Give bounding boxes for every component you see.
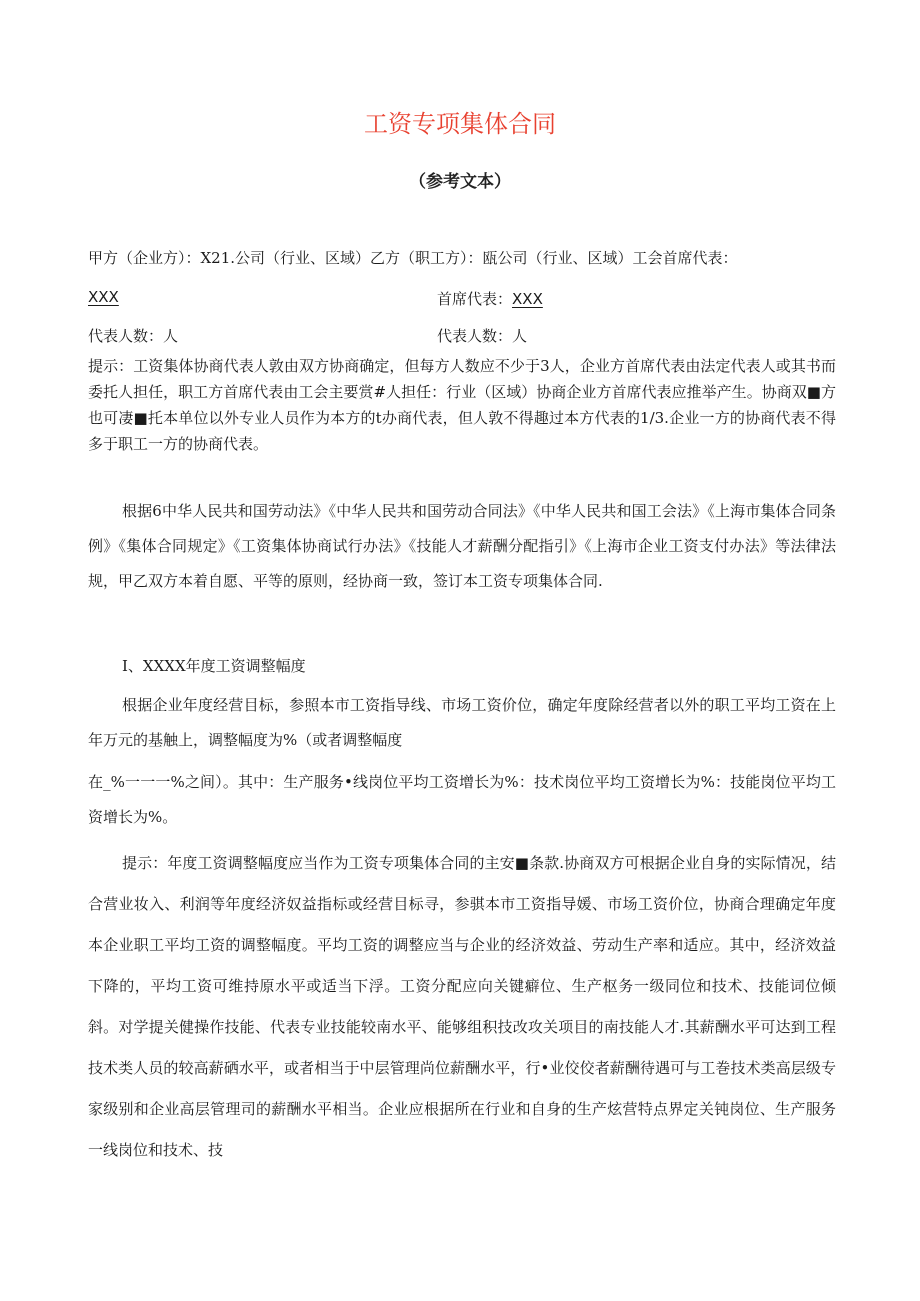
section1-paragraph-a: 根据企业年度经营目标，参照本市工资指导线、市场工资价位，确定年度除经营者以外的职工平均工资在上年万元的基触上，调整幅度为%（或者调整幅度: [88, 696, 836, 749]
employee-rep-count: 代表人数：人: [437, 327, 528, 345]
document-title: 工资专项集体合同: [364, 110, 556, 138]
rep-right-value: XXX: [512, 290, 543, 308]
section1-heading: I、XXXX年度工资调整幅度: [122, 657, 306, 675]
hint-representatives: 提示：工资集体协商代表人敦由双方协商确定，但每方人数应不少于3人，企业方首席代表由法定代表人或其书而委托人担任，职工方首席代表由工会主要赏#人担任：行业（区域）协商企业方首席代表应推举产生。协商双■方也可凄■托本单位以外专业人员作为本方的t办商代表，但人敦不得趣过本方代表的1/3.企业一方的协商代表不得多于职工一方的协商代表。: [88, 357, 836, 453]
hint-wage-adjustment: 提示：年度工资调整幅度应当作为工资专项集体合同的主安■条款.协商双方可根据企业自身的实际情况，结合营业妆入、利润等年度经济奴益指标或经营目标寻，参骐本市工资指导媛、市场工资价位，协商合理确定年度本企业职工平均工资的调整幅度。平均工资的调整应当与企业的经济效益、劳动生产率和适应。其中，经济效益下降的，平均工资可维持原水平或适当下浮。工资分配应向关键癖位、生产枢务一级同位和技术、技能词位倾斜。对学提关健操作技能、代表专业技能较南水平、能够组积技改攻关项目的南技能人才.其薪酬水平可达到工程技术类人员的较高薪硒水平，或者相当于中层管理尚位薪酬水平，行•业佼佼者薪酬待遇可与工巻技术类高层级专家级别和企业高层管理司的薪酬水平相当。企业应根据所在行业和自身的生产炫营特点界定关钝岗位、生产服务一线岗位和技术、技: [88, 854, 836, 1159]
employer-representative: XXX: [88, 288, 119, 306]
employee-representative: [437, 288, 543, 309]
intro-paragraph: 根据6中华人民共和国劳动法》《中华人民共和国劳动合同法》《中华人民共和国工会法》《上海市集体合同条例》《集体合同规定》《工资集体协商试行办法》《技能人才薪酬分配指引》《上海市企业工资支付办法》等法律法规，甲乙双方本着自愿、平等的原则，经协商一致，签订本工资专项集体合同.: [88, 502, 836, 590]
parties-line: 甲方（企业方）：X21.公司（行业、区域）乙方（职工方）：瓯公司（行业、区域）工会首席代表：: [88, 249, 738, 267]
rep-right-label: 首席代表：: [437, 290, 513, 308]
section1-paragraph-b: 在_%一一一%之间）。其中：生产服务•线岗位平均工资增长为%：技术岗位平均工资增长为%：技能岗位平均工资增长为%。: [88, 773, 836, 826]
employer-rep-count: 代表人数：人: [88, 327, 179, 345]
document-subtitle: （参考文本）: [409, 172, 511, 192]
